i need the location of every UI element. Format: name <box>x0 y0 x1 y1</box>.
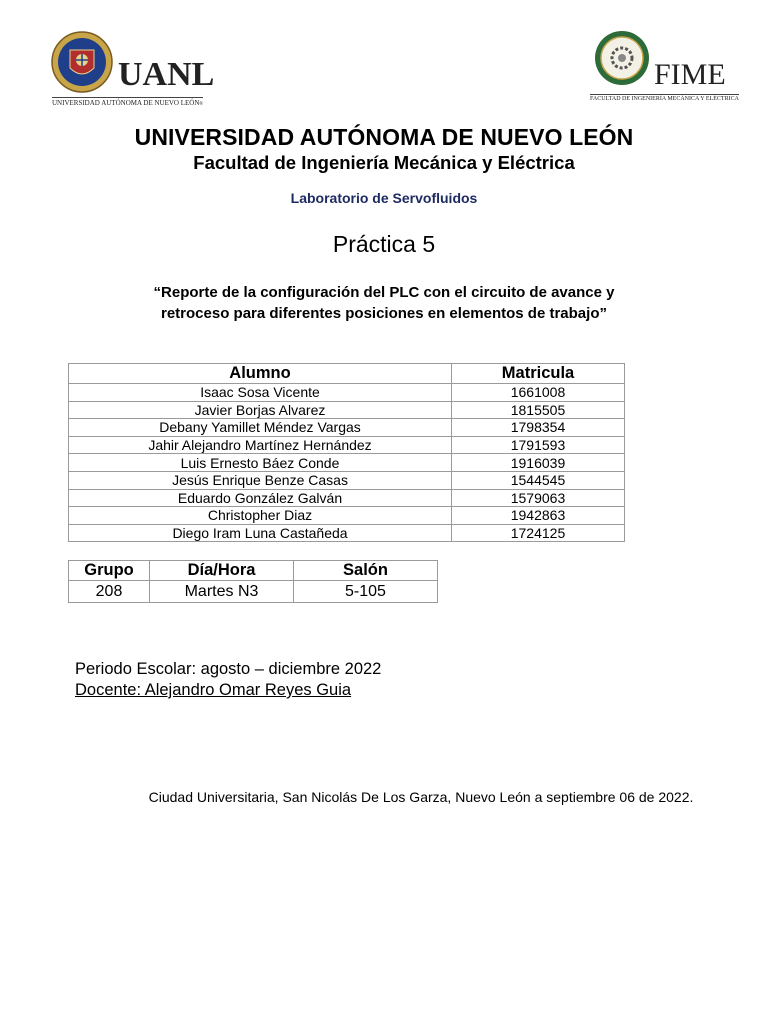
student-id: 1579063 <box>452 489 625 507</box>
group-value: 208 <box>69 581 150 603</box>
column-header-dia-hora: Día/Hora <box>150 561 294 581</box>
fime-seal-icon <box>594 30 650 86</box>
table-row <box>69 454 625 472</box>
practice-title: Práctica 5 <box>332 231 436 257</box>
faculty-name: Facultad de Ingeniería Mecánica y Eléctrica <box>193 152 575 173</box>
uanl-logo <box>50 30 230 110</box>
classroom-value: 5-105 <box>294 581 438 603</box>
table-row <box>69 401 625 419</box>
table-row <box>69 419 625 437</box>
student-id: 1916039 <box>452 454 625 472</box>
uanl-registered-mark: ® <box>199 102 204 107</box>
column-header-matricula: Matricula <box>452 364 625 384</box>
fime-logo <box>588 30 750 106</box>
schedule-value: Martes N3 <box>150 581 294 603</box>
student-id: 1661008 <box>452 384 625 402</box>
student-name: Javier Borjas Alvarez <box>69 401 452 419</box>
student-id: 1724125 <box>452 524 625 542</box>
uanl-wordmark: UANL <box>118 56 215 93</box>
table-row <box>69 489 625 507</box>
student-name: Eduardo González Galván <box>69 489 452 507</box>
teacher-name: Docente: Alejandro Omar Reyes Guia <box>75 681 352 699</box>
place-and-date: Ciudad Universitaria, San Nicolás De Los Garza, Nuevo León a septiembre 06 de 2022. <box>148 789 694 805</box>
student-id: 1798354 <box>452 419 625 437</box>
uanl-subtitle <box>52 97 203 109</box>
student-name: Christopher Diaz <box>69 507 452 525</box>
table-header-row <box>69 364 625 384</box>
student-name: Isaac Sosa Vicente <box>69 384 452 402</box>
group-table <box>68 560 438 603</box>
table-row <box>69 384 625 402</box>
university-name: UNIVERSIDAD AUTÓNOMA DE NUEVO LEÓN <box>134 124 634 150</box>
student-id: 1791593 <box>452 436 625 454</box>
school-period: Periodo Escolar: agosto – diciembre 2022 <box>75 660 382 678</box>
report-title-line-2: retroceso para diferentes posiciones en elementos de trabajo” <box>161 305 607 322</box>
column-header-alumno: Alumno <box>69 364 452 384</box>
student-id: 1815505 <box>452 401 625 419</box>
student-name: Debany Yamillet Méndez Vargas <box>69 419 452 437</box>
student-id: 1544545 <box>452 471 625 489</box>
student-name: Jahir Alejandro Martínez Hernández <box>69 436 452 454</box>
uanl-subtitle-text: UNIVERSIDAD AUTÓNOMA DE NUEVO LEÓN <box>52 99 200 107</box>
table-header-row <box>69 561 438 581</box>
student-id: 1942863 <box>452 507 625 525</box>
student-name: Jesús Enrique Benze Casas <box>69 471 452 489</box>
column-header-grupo: Grupo <box>69 561 150 581</box>
column-header-salon: Salón <box>294 561 438 581</box>
fime-wordmark: FIME <box>654 58 726 91</box>
uanl-seal-icon <box>50 30 114 94</box>
student-name: Diego Iram Luna Castañeda <box>69 524 452 542</box>
table-row <box>69 507 625 525</box>
fime-subtitle: FACULTAD DE INGENIERÍA MECÁNICA Y ELÉCTRICA <box>590 96 739 102</box>
lab-name: Laboratorio de Servofluidos <box>290 190 478 206</box>
table-row <box>69 436 625 454</box>
report-title-line-1: “Reporte de la configuración del PLC con el circuito de avance y <box>153 284 615 301</box>
students-table <box>68 363 625 542</box>
table-row <box>69 471 625 489</box>
student-name: Luis Ernesto Báez Conde <box>69 454 452 472</box>
table-row <box>69 524 625 542</box>
table-row <box>69 581 438 603</box>
